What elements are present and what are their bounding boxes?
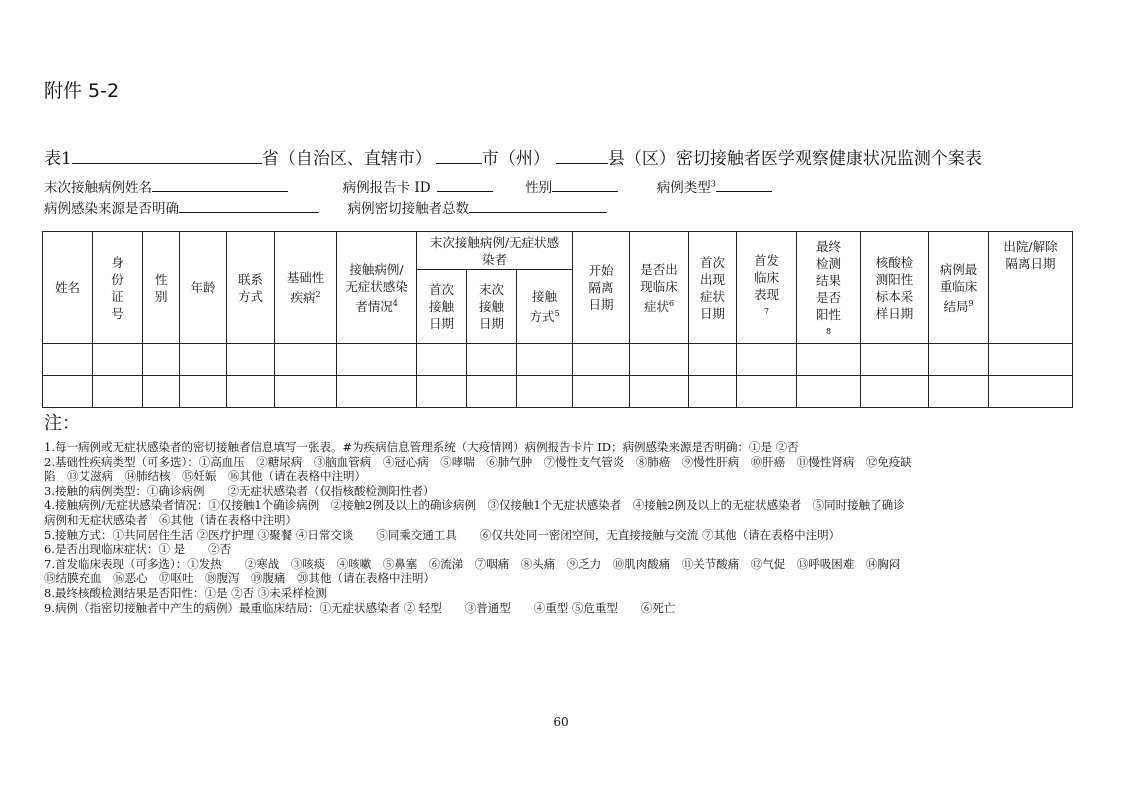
th-first-symptom-date: 首次出现症状日期 (689, 232, 737, 344)
table-cell[interactable] (467, 376, 517, 408)
th-isolation-start: 开始隔离日期 (573, 232, 630, 344)
notes-title: 注： (44, 413, 80, 434)
form-title (44, 144, 982, 169)
table-cell[interactable] (573, 376, 630, 408)
table-cell[interactable] (689, 376, 737, 408)
table-cell[interactable] (573, 344, 630, 376)
table-cell[interactable] (417, 344, 467, 376)
table-cell[interactable] (989, 376, 1073, 408)
note-line: 8.最终核酸检测结果是否阳性：①是 ②否 ③未采样检测 (44, 585, 327, 600)
title-prefix: 表1 (44, 149, 72, 169)
table-cell[interactable] (43, 344, 93, 376)
table-cell[interactable] (43, 376, 93, 408)
th-disease: 基础性疾病$^2$ (275, 232, 337, 344)
info-row-1 (44, 176, 772, 196)
th-first-date: 首次接触日期 (417, 270, 467, 344)
case-type-label: 病例类型 (656, 180, 711, 196)
table-cell[interactable] (275, 344, 337, 376)
table-cell[interactable] (467, 344, 517, 376)
table-cell[interactable] (417, 376, 467, 408)
th-sample-date: 核酸检测阳性标本采样日期 (861, 232, 929, 344)
note-line: 9.病例（指密切接触者中产生的病例）最重临床结局：①无症状感染者 ② 轻型 ③普通型 ④重型 ⑤危重型 ⑥死亡 (44, 600, 676, 615)
th-id-no: 身份证号 (93, 232, 143, 344)
title-province: 省（自治区、直辖市） (261, 149, 432, 169)
table-cell[interactable] (337, 376, 417, 408)
th-outcome: 病例最重临床结局$^9$ (929, 232, 989, 344)
table-cell[interactable] (180, 376, 227, 408)
note-line: 3.接触的病例类型：①确诊病例 ②无症状感染者（仅指核酸检测阳性者） (44, 483, 435, 498)
table-cell[interactable] (630, 344, 689, 376)
title-city: 市（州） (481, 149, 550, 169)
note-line: 5.接触方式：①共同居住生活 ②医疗护理 ③聚餐 ④日常交谈 ⑤同乘交通工具 ⑥仅共处同一密闭空间，无直接接触与交流 ⑦其他（请在表格中注明） (44, 527, 841, 542)
table-cell[interactable] (797, 376, 861, 408)
note-line: 6.是否出现临床症状：① 是 ②否 (44, 542, 232, 557)
table-cell[interactable] (227, 344, 275, 376)
table-cell[interactable] (737, 376, 797, 408)
note-line: 2.基础性疾病类型（可多选）：①高血压 ②糖尿病 ③脑血管病 ④冠心病 ⑤哮喘 ⑥肺气肿 ⑦慢性支气管炎 ⑧肺癌 ⑨慢性肝病 ⑩肝癌 ⑪慢性肾病 ⑫免疫缺 (44, 454, 912, 469)
table-row (43, 344, 1073, 376)
notes (44, 440, 1084, 615)
sex-blank[interactable] (552, 178, 618, 192)
table-cell[interactable] (517, 376, 573, 408)
th-final-result: 最终检测结果是否阳性$^8$ (797, 232, 861, 344)
table-cell[interactable] (797, 344, 861, 376)
table-cell[interactable] (861, 376, 929, 408)
th-age: 年龄 (180, 232, 227, 344)
last-case-name-blank[interactable] (152, 178, 288, 192)
info-row-2 (44, 197, 607, 217)
table-cell[interactable] (689, 344, 737, 376)
source-clear-blank[interactable] (179, 199, 319, 213)
case-type-sup: 3 (710, 179, 716, 189)
source-clear-label: 病例感染来源是否明确 (44, 201, 179, 217)
title-county: 县（区）密切接触者医学观察健康状况监测个案表 (607, 149, 982, 169)
th-name: 姓名 (43, 232, 93, 344)
table-cell[interactable] (227, 376, 275, 408)
th-contact: 联系方式 (227, 232, 275, 344)
city-blank[interactable] (436, 147, 482, 164)
total-contacts-blank[interactable] (469, 199, 607, 213)
table-row (43, 376, 1073, 408)
table-cell[interactable] (337, 344, 417, 376)
th-contact-case: 接触病例/无症状感染者情况$^4$ (337, 232, 417, 344)
table-cell[interactable] (275, 376, 337, 408)
note-line: 7.首发临床表现（可多选）：①发热 ②寒战 ③咳痰 ④咳嗽 ⑤鼻塞 ⑥流涕 ⑦咽痛 ⑧头痛 ⑨乏力 ⑩肌肉酸痛 ⑪关节酸痛 ⑫气促 ⑬呼吸困难 ⑭胸闷 (44, 556, 901, 571)
note-line: 4.接触病例/无症状感染者情况：①仅接触1个确诊病例 ②接触2例及以上的确诊病例 ③仅接触1个无症状感染者 ④接触2例及以上的无症状感染者 ⑤同时接触了确诊 (44, 498, 905, 513)
table-cell[interactable] (737, 344, 797, 376)
table-cell[interactable] (180, 344, 227, 376)
th-last-contact: 末次接触病例/无症状感染者 (417, 232, 573, 270)
table-cell[interactable] (93, 376, 143, 408)
th-mode: 接触方式$^5$ (517, 270, 573, 344)
report-card-id-label: 病例报告卡 ID (342, 180, 431, 196)
last-case-name-label: 末次接触病例姓名 (44, 180, 152, 196)
table-cell[interactable] (143, 344, 180, 376)
table-cell[interactable] (630, 376, 689, 408)
case-type-blank[interactable] (716, 178, 772, 192)
th-first-manifest: 首发临床表现$^7$ (737, 232, 797, 344)
province-blank[interactable] (72, 147, 262, 164)
th-discharge: 出院/解除隔离日期 (989, 232, 1073, 344)
table-cell[interactable] (517, 344, 573, 376)
note-line: 1.每一病例或无症状感染者的密切接触者信息填写一张表。#为疾病信息管理系统（大疫情网）病例报告卡片 ID；病例感染来源是否明确：①是 ②否 (44, 440, 799, 454)
th-symptoms: 是否出现临床症状$^6$ (630, 232, 689, 344)
note-line: 病例和无症状感染者 ⑥其他（请在表格中注明） (44, 512, 297, 527)
sex-label: 性别 (525, 180, 553, 196)
table-cell[interactable] (989, 344, 1073, 376)
table-cell[interactable] (929, 344, 989, 376)
th-last-date: 末次接触日期 (467, 270, 517, 344)
th-sex: 性别 (143, 232, 180, 344)
total-contacts-label: 病例密切接触者总数 (347, 201, 470, 217)
table-cell[interactable] (861, 344, 929, 376)
note-line: 陷 ⑬艾滋病 ⑭肺结核 ⑮妊娠 ⑯其他（请在表格中注明） (44, 469, 366, 484)
table-cell[interactable] (143, 376, 180, 408)
monitoring-table (42, 231, 1073, 408)
note-line: ⑮结膜充血 ⑯恶心 ⑰呕吐 ⑱腹泻 ⑲腹痛 ⑳其他（请在表格中注明） (44, 571, 435, 586)
table-cell[interactable] (929, 376, 989, 408)
county-blank[interactable] (556, 147, 608, 164)
attachment-label: 附件 5-2 (44, 80, 120, 102)
report-card-id-blank[interactable] (437, 178, 493, 192)
table-cell[interactable] (93, 344, 143, 376)
page-number: 60 (553, 715, 569, 729)
